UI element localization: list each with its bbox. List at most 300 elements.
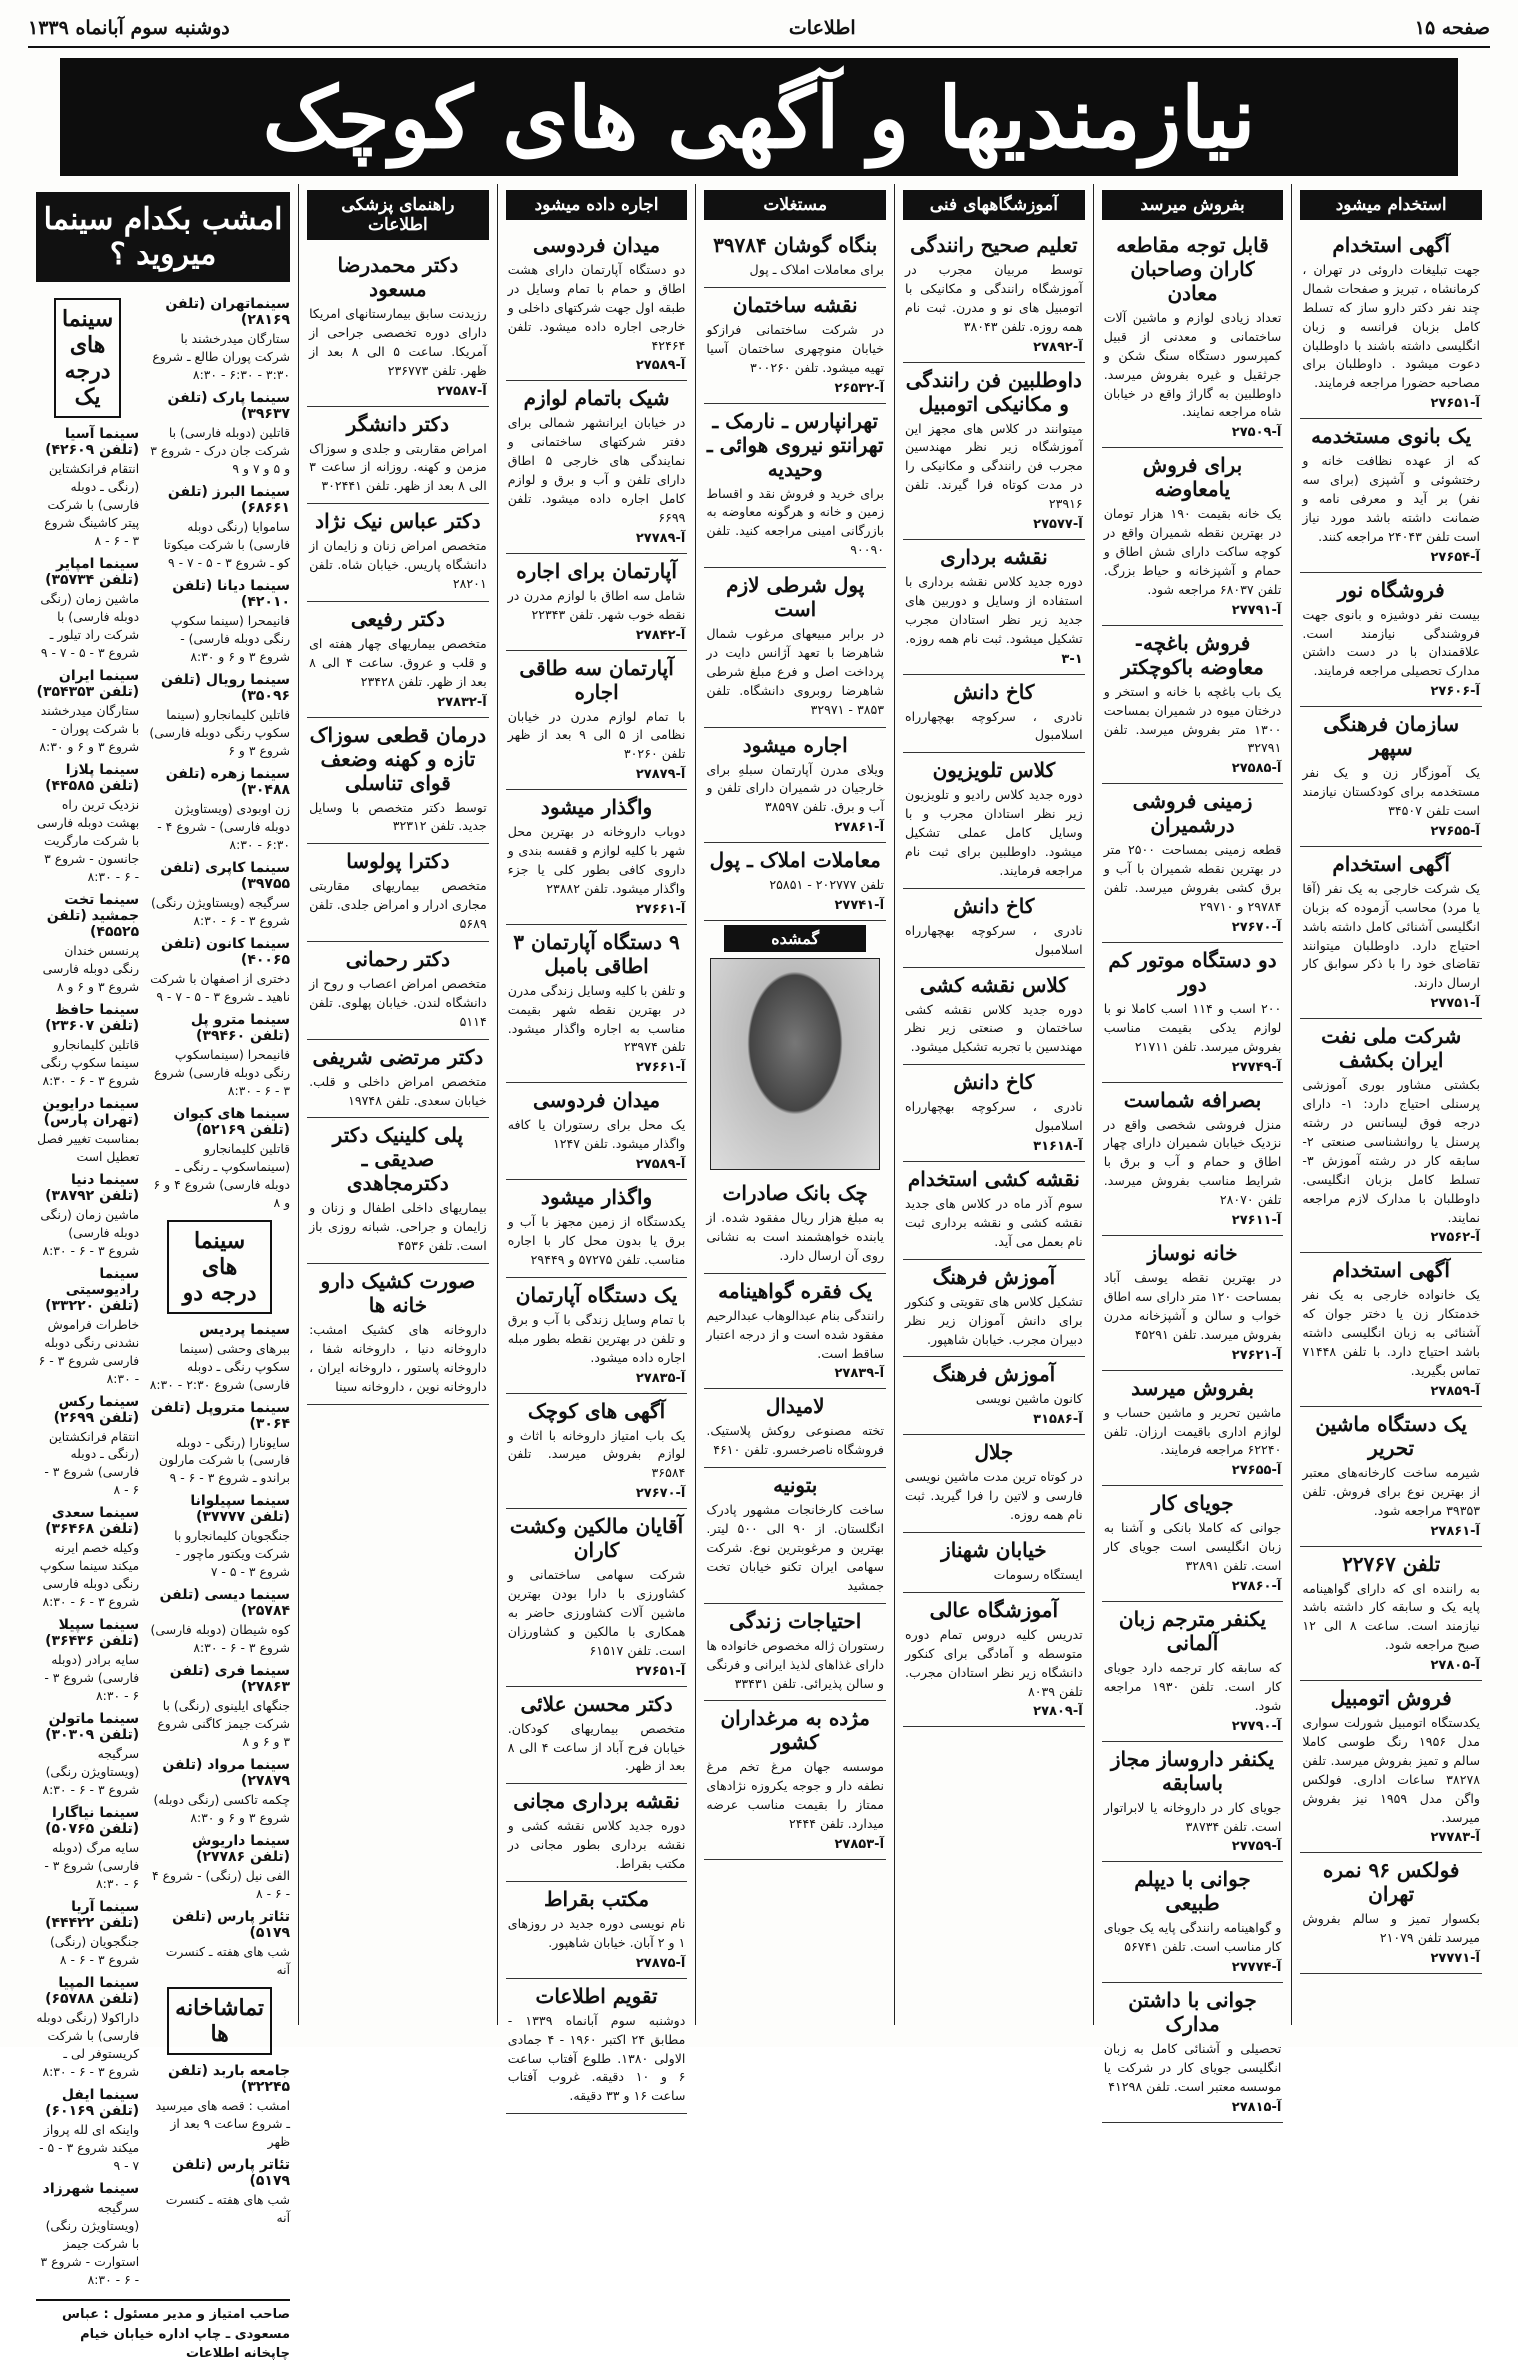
classified-ad (1102, 1486, 1284, 1602)
ad-ref-code: آ-۳۱۵۸۶ (1033, 1412, 1083, 1428)
ad-title: احتیاجات زندگی (729, 1608, 862, 1633)
ad-reference (309, 384, 487, 399)
ad-body: جوانی که کاملا بانکی و آشنا به زبان انگلیسی است جویای کار است. تلفن ۳۲۸۹۱ (1103, 1520, 1282, 1574)
classified-ad (506, 651, 688, 791)
classified-ad (1300, 228, 1482, 419)
cinema-name: سینما داریوش (تلفن ۲۷۷۸۶) (191, 1833, 291, 1866)
cinema-entry (36, 1002, 139, 1090)
ad-body: شرکت سهامی ساختمانی و کشاورزی با دارا بودن بهترین ماشین آلات کشاورزی حاضر به همکاری با مالکین و کشاورزان است. تلفن ۶۱۵۱۷ (507, 1567, 686, 1658)
ad-body: ایستگاه رسومات (993, 1566, 1083, 1582)
ad-ref-code: آ-۲۷۵۰۹ (1231, 425, 1282, 441)
cinema-name: سینما امپایر (تلفن ۳۵۷۳۴) (45, 555, 140, 588)
cinema-entry (36, 1805, 139, 1893)
ad-title: بنگاه گوشان ۳۹۷۸۴ (713, 233, 878, 257)
ad-ref-code: آ-۲۶۵۳۲ (834, 380, 885, 396)
cinema-name: سینما کاپری (تلفن ۳۹۷۵۵) (160, 859, 291, 892)
section-header: آموزشگاههای فنی (903, 190, 1085, 220)
ad-title: یک دستگاه آپارتمان (515, 1282, 678, 1307)
ad-body: دوره جدید کلاس نقشه کشی ساختمان و صنعتی زیر نظر مهندسین با تجربه تشکیل میشود. (905, 1001, 1083, 1055)
ad-ref-code: آ-۲۷۸۳۲ (437, 694, 487, 710)
cinema-entry (149, 1493, 290, 1581)
cinema-list-second (36, 290, 139, 2293)
column-cinemas (28, 184, 298, 2362)
ad-title: دکترا پولوسا (346, 849, 450, 874)
classified-ad (307, 1264, 489, 1405)
ad-body: بیست نفر دوشیزه و بانوی جهت فروشندگی نیازمند است. علاقمندان با در دست داشتن مدارک تحصیلی مراجعه فرمایند. (1302, 606, 1480, 679)
ad-title: فروشگاه نور (1337, 577, 1445, 602)
classified-ad (506, 1394, 688, 1510)
ad-title: کاخ دانش (953, 679, 1035, 704)
ad-title: میدان فردوسی (533, 233, 661, 257)
cinema-entry (149, 860, 290, 930)
classified-ad (1102, 1983, 1284, 2123)
classified-ad (1102, 448, 1284, 625)
ad-reference (1104, 425, 1282, 440)
ad-body: امراض مقاربتی و جلدی و سوزاک مزمن و کهنه. روزانه از ساعت ۳ الی ۸ بعد از ظهر. تلفن ۳۰۲۴۴۱ (309, 440, 487, 494)
ad-ref-code: آ-۲۷۷۷۱ (1430, 1951, 1480, 1967)
ad-ref-code: آ-۲۷۷۴۹ (1231, 1059, 1282, 1075)
ad-ref-code: آ-۲۷۷۵۹ (1231, 1839, 1282, 1855)
ad-title: آگهی های کوچک (527, 1398, 666, 1423)
ad-title: نقشه برداری (940, 545, 1048, 570)
classified-ad (1102, 1862, 1284, 1983)
ad-reference (1302, 1830, 1480, 1845)
ad-body: بکسوار تمیز و سالم بفروش میرسد تلفن ۲۱۰۷۹ (1302, 1911, 1480, 1946)
ad-title: تلفن ۲۲۷۶۷ (1342, 1551, 1441, 1576)
ad-body: شیرمه ساخت کارخانه‌های معتبر از بهترین نوع برای فروش. تلفن ۳۹۳۵۳ مراجعه شود. (1302, 1464, 1480, 1518)
cinema-entry (36, 1505, 139, 1611)
ad-reference (309, 695, 487, 710)
classified-ad (506, 228, 688, 381)
ad-body: تلفن ۲۰۲۷۷۷ - ۲۵۸۵۱ (769, 877, 885, 893)
classified-ad (903, 889, 1085, 968)
cinema-entry (36, 1975, 139, 2081)
cinema-name: سینما کانون (تلفن ۴۰۰۶۵) (161, 935, 291, 968)
ad-body: دوره جدید کلاس نقشه برداری با استفاده از وسایل و دوربین های جدید زیر نظر استادان مجرب تشکیل میشود. ثبت نام همه روزه. (905, 574, 1083, 646)
ad-body: موسسه جهان مرغ تخم مرغ نطفه دار و جوجه یکروزه نژادهای ممتاز را بقیمت مناسب عرضه میدارد. تلفن ۲۴۴۴ (706, 1759, 885, 1832)
cinema-entry (36, 1266, 139, 1388)
classified-ad (704, 1389, 886, 1468)
cinema-entry (36, 426, 139, 550)
cinema-showtime: سرگیجه (ویستاویژن رنگی) شروع ۳ - ۶ - ۸:۳۰ (42, 1746, 140, 1798)
issue-date: دوشنبه سوم آبانماه ۱۳۳۹ (28, 17, 230, 39)
ad-reference (706, 381, 884, 396)
ad-body: منزل فروشی شخصی واقع در نزدیک خیابان شمیران دارای چهار اطاق و حمام و آب و برق با شرایط مناسب بفروش میرسد. تلفن ۲۸۰۷۰ (1103, 1116, 1282, 1208)
ad-body: یک شرکت خارجی به یک نفر (آقا یا مرد) محاسب آزموده که بزبان انگلیسی آشنائی کامل داشته باشد احتیاج دارد. داوطلبان میتوانند تقاضای خود را با ذکر سوابق کار ارسال دارند. (1302, 880, 1480, 991)
cinema-entry (36, 2087, 139, 2175)
cinema-name: سینما سپیلوانا (تلفن ۳۷۷۷۷) (190, 1493, 291, 1526)
cinema-name: تئاتر پارس (تلفن ۵۱۷۹) (172, 2157, 291, 2190)
classified-ad (903, 1435, 1085, 1533)
ad-ref-code: آ-۲۷۶۱۱ (1231, 1213, 1282, 1229)
ad-title: زمینی فروشی درشمیران (1132, 789, 1253, 838)
first-class-label: سینما های درجه یک (54, 298, 121, 418)
classified-ad (307, 844, 489, 942)
ad-title: شیک باتمام لوازم (523, 386, 670, 411)
classified-ad (1102, 1236, 1284, 1371)
ad-reference (1302, 1951, 1480, 1966)
classified-ad (1300, 573, 1482, 708)
ad-body: تحصیلی و آشنائی کامل به زبان انگلیسی جویای کار در شرکت یا موسسه معتبر است. تلفن ۴۱۲۹۸ (1103, 2041, 1282, 2094)
classified-ad (307, 248, 489, 407)
ad-title: یک بانوی مستخدمه (1311, 424, 1472, 449)
ad-ref-code: آ-۲۷۷۹۱ (1231, 602, 1282, 618)
ad-title: یک فقره گواهینامه (718, 1278, 873, 1303)
ad-title: آگهی استخدام (1332, 1258, 1450, 1283)
cinema-entry (149, 1587, 290, 1657)
cinema-name: جامعه باربد (تلفن ۳۲۲۴۵) (167, 2063, 291, 2096)
ad-ref-code: آ-۲۷۸۷۵ (635, 1955, 686, 1971)
ad-ref-code: آ-۲۷۶۵۱ (635, 1663, 686, 1679)
classified-ad (1300, 1407, 1482, 1547)
ad-body: جهت تبلیغات داروئی در تهران ، کرمانشاه ، تبریز و صفحات شمال چند نفر دکتر دارو ساز که تسلط کامل بزبان فرانسه و زبان انگلیسی داشته باشند با داوطلبان دعوت میشود . داوطلبان برای مصاحبه حضورا مراجعه فرمایند. (1302, 262, 1480, 391)
ad-ref-code: آ-۲۷۸۷۹ (635, 767, 686, 783)
cinema-showtime: قاتلین کلیمانجارو سینما سکوپ رنگی شروع ۳ - ۶ - ۸:۳۰ (40, 1036, 140, 1088)
ad-ref-code: آ-۲۷۸۱۵ (1231, 2099, 1282, 2115)
ad-reference (508, 1664, 686, 1679)
ad-body: رانندگی بنام عبدالوهاب عبدالرحیم مفقود شده است و از درجه اعتبار ساقط است. (706, 1307, 885, 1361)
section-header: مستغلات (704, 190, 886, 220)
ad-ref-code: آ-۲۷۸۶۱ (1430, 1523, 1480, 1539)
classified-ad (1300, 1681, 1482, 1853)
ad-ref-code: آ-۲۷۵۷۷ (1033, 517, 1083, 533)
classified-ad (903, 1162, 1085, 1260)
classified-ad (704, 1701, 886, 1860)
ad-body: توسط مربیان مجرب در آموزشگاه رانندگی و مکانیکی با اتومبیل های نو و مدرن. ثبت نام همه روزه. تلفن ۳۸۰۴۳ (905, 262, 1083, 334)
masthead-banner (60, 58, 1458, 176)
ad-body: کانون ماشین نویسی (975, 1391, 1083, 1407)
ad-body: میتوانند در کلاس های مجهز این آموزشگاه زیر نظر مهندسین مجرب فن رانندگی و مکانیکی را در مدت کوتاه فرا گیرند. تلفن ۲۳۹۱۶ (905, 420, 1083, 512)
cinema-name: سینما المپیا (تلفن ۶۵۷۸۸) (45, 1975, 140, 2008)
ad-reference (1104, 1463, 1282, 1478)
cinema-showtime: ستارگان میدرخشند با شرکت پوران طالع ـ شروع ۳:۳۰ - ۶:۳۰ - ۸:۳۰ (152, 331, 291, 382)
ad-reference (905, 340, 1083, 355)
ad-title: دکتر دانشگر (346, 411, 450, 436)
classified-ad (1102, 626, 1284, 785)
paper-name: اطلاعات (788, 17, 856, 39)
ad-title: بصرافه شماست (1123, 1087, 1262, 1112)
section-header: راهنمای پزشکی اطلاعات (307, 190, 489, 240)
ad-ref-code: آ-۲۷۷۴۱ (834, 898, 885, 914)
ad-reference (1104, 1213, 1282, 1228)
ad-body: سوم آذر ماه در کلاس های جدید نقشه کشی و نقشه برداری ثبت نام بعمل می آید. (905, 1196, 1083, 1249)
cinema-showtime: واینکه ای لله پرواز میکند شروع ۳ - ۵ - ۷ - ۹ (39, 2122, 140, 2174)
classified-ad (1102, 784, 1284, 943)
ad-ref-code: آ-۲۷۸۴۲ (635, 627, 686, 643)
ad-ref-code: آ-۲۷۷۷۴ (1231, 1960, 1282, 1976)
ad-reference (1104, 1060, 1282, 1075)
classified-ad (903, 1533, 1085, 1593)
ad-title: خیابان شهناز (941, 1537, 1047, 1562)
ad-body: به راننده ای که دارای گواهینامه پایه یک و سابقه کار داشته باشد نیازمند است. ساعت ۸ الی ۱۲ صبح مراجعه شود. (1302, 1580, 1480, 1653)
ad-body: برای معاملات املاک ـ پول (749, 262, 885, 277)
ad-ref-code: آ-۲۷۶۲۱ (1231, 1347, 1282, 1363)
cinema-name: سینماتهران (تلفن ۲۸۱۶۹) (165, 296, 291, 328)
cinema-entry (36, 1394, 139, 1500)
ad-reference (1302, 1524, 1480, 1539)
ad-ref-code: آ-۲۷۶۵۵ (1231, 1463, 1282, 1479)
ad-title: آپارتمان سه طاقی اجاره (519, 655, 674, 704)
cinema-showtime: ببرهای وحشی (سینما سکوپ رنگی ـ دوبله فارسی) شروع ۲:۳۰ - ۸:۳۰ (149, 1340, 291, 1392)
ad-body: داروخانه های کشیک امشب: داروخانه دنیا ، داروخانه شفا ، داروخانه پاستور ، داروخانه ایران ، داروخانه نوین ، داروخانه سینا (309, 1322, 487, 1394)
ad-body: متخصص بیماریهای مقاربتی مجاری ادرار و امراض جلدی. تلفن ۵۶۸۹ (309, 878, 487, 932)
classified-ad (307, 1040, 489, 1119)
ad-reference (905, 1412, 1083, 1427)
ad-ref-code: آ-۲۷۶۵۴ (1430, 549, 1480, 565)
ad-ref-code: آ-۲۷۶۶۱ (635, 1060, 686, 1076)
ad-body: با تمام لوازم مدرن در خیابان نظامی از ۵ الی ۹ بعد از ظهر تلفن ۳۰۲۶۰ (507, 708, 686, 762)
classified-ad (1300, 1547, 1482, 1682)
cinema-showtime: فانیمحرا (سینما سکوپ رنگی دوبله فارسی) - شروع ۳ و ۶ و ۸:۳۰ (170, 612, 291, 664)
ad-body: دوباب داروخانه در بهترین محل شهر با کلیه لوازم و قفسه بندی و داروی کافی بطور کلی یا جزء واگذار میشود. تلفن ۲۳۸۸۲ (507, 824, 686, 896)
cinema-name: سینما های کیوان (تلفن ۵۲۱۶۹) (173, 1105, 291, 1138)
ad-body: متخصص بیماریهای کودکان. خیابان فرح آباد از ساعت ۴ الی ۸ بعد از ظهر. (507, 1720, 686, 1774)
ad-body: که از عهده نظافت خانه و رختشوئی و آشپزی (برای سه نفر) بر آید و معرفی نامه و ضمانت داشته باشد مورد نیاز است تلفن ۲۴۰۴۳ مراجعه کنند. (1302, 453, 1480, 544)
cinema-entry (149, 296, 290, 384)
ad-title: کاخ دانش (953, 893, 1035, 918)
ad-title: سازمان فرهنگی سپهر (1323, 712, 1460, 761)
ad-body: در خیابان ایرانشهر شمالی برای دفتر شرکتهای ساختمانی و نمایندگی های خارجی ۵ اطاق دارای تلفن و آب و برق و لوازم کامل اجاره داده میشود. تلفن ۶۶۹۹ (507, 415, 686, 525)
classified-ad (903, 1260, 1085, 1358)
ad-title: دکتر محمدرضا مسعود (337, 253, 459, 301)
ad-ref-code: آ-۲۷۵۸۹ (635, 358, 686, 374)
ad-title: یکنفر داروساز مجاز باسابقه (1110, 1746, 1275, 1795)
cinema-entry (149, 1400, 290, 1488)
cinema-entry (149, 672, 290, 760)
cinema-name: سینما درایوین (تهران پارس) (42, 1095, 140, 1128)
ad-title: آگهی استخدام (1332, 851, 1450, 876)
classified-ad (704, 228, 886, 288)
ad-reference (905, 1139, 1083, 1154)
ad-title: اجاره میشود (742, 732, 848, 757)
ad-reference (1104, 1719, 1282, 1734)
cinema-showtime: شب های هفته ـ کنسرت آنه (165, 1944, 291, 1978)
cinema-name: سینما ماتولن (تلفن ۳۰۳۰۹) (45, 1711, 140, 1744)
ad-reference (905, 1704, 1083, 1719)
cinema-entry (149, 1663, 290, 1751)
theaters-label: تماشاخانه ها (167, 1987, 272, 2055)
cinema-name: سینما دنیا (تلفن ۳۸۷۹۲) (45, 1171, 140, 1204)
ad-body: نام نویسی دوره جدید در روزهای ۱ و ۲ آبان. خیابان شاهپور. (507, 1915, 686, 1950)
ad-ref-code: آ-۲۷۸۵۹ (1430, 1383, 1480, 1399)
ad-ref-code: آ-۲۷۸۶۰ (1231, 1578, 1282, 1594)
ad-ref-code: آ-۳۱۶۱۸ (1033, 1139, 1083, 1155)
ad-reference (1302, 824, 1480, 839)
ad-ref-code: آ-۲۷۶۷۰ (635, 1486, 686, 1502)
ad-reference (706, 820, 884, 835)
ad-title: دکتر محسن علائی (520, 1691, 673, 1716)
ad-title: تقویم اطلاعات (535, 1983, 658, 2008)
ad-title: یکنفر مترجم زبان آلمانی (1118, 1606, 1267, 1655)
classified-ad (903, 675, 1085, 754)
cinema-entry (149, 1909, 290, 1979)
ad-title: شرکت ملی نفت ایران بکشف (1321, 1024, 1462, 1073)
cinema-name: تئاتر پارس (تلفن ۵۱۷۹) (172, 1909, 291, 1942)
cinema-entry (36, 762, 139, 886)
ad-body: جویای کار در داروخانه یا لابراتوار است. تلفن ۳۸۷۳۴ (1103, 1799, 1282, 1834)
classified-ad (903, 1593, 1085, 1728)
cinema-name: سینما فری (تلفن ۲۷۸۶۳) (169, 1663, 291, 1696)
classified-ad (903, 1065, 1085, 1162)
ad-ref-code: آ-۲۷۶۵۱ (1430, 396, 1480, 412)
ad-body: متخصص امراض زنان و زایمان از دانشگاه پاریس. خیابان شاه. تلفن ۲۸۲۰۱ (309, 538, 487, 592)
ad-body: نادری ، سرکوچه بهچهارراه اسلامبول (905, 1099, 1083, 1134)
ad-reference (905, 517, 1083, 532)
cinema-showtime: دختری از اصفهان با شرکت ناهید ـ شروع ۳ - ۵ - ۷ - ۹ (150, 970, 291, 1004)
classified-ad (704, 1274, 886, 1390)
ad-title: لامیدال (765, 1394, 825, 1419)
ad-reference (1104, 603, 1282, 618)
ad-ref-code: آ-۲۷۷۵۱ (1430, 996, 1480, 1012)
classified-ad (506, 1979, 688, 2114)
ad-body: دوشنبه سوم آبانماه ۱۳۳۹ - مطابق ۲۴ اکتبر ۱۹۶۰ - ۴ جمادی الاولی ۱۳۸۰. طلوع آفتاب ساعت ۶ و ۱۰ دقیقه. غروب آفتاب ساعت ۱۶ و ۳۳ دقیقه. (507, 2012, 686, 2104)
ad-title: قابل توجه مقاطعه کاران وصاحبان معادن (1116, 233, 1269, 305)
ad-title: خانه نوساز (1147, 1241, 1238, 1266)
ad-title: بفروش میرسد (1131, 1375, 1254, 1400)
cinema-name: سینما دیسی (تلفن ۲۵۷۸۴) (159, 1587, 291, 1620)
ad-reference (508, 1157, 686, 1172)
cinema-name: سینما رادیوسیتی (تلفن ۳۳۲۲۰) (45, 1265, 140, 1314)
ad-title: نقشه ساختمان (732, 292, 858, 317)
ad-reference (1302, 1384, 1480, 1399)
ad-body: قطعه زمینی بمساحت ۲۵۰۰ متر در بهترین نقطه شمیران با آب و برق کشی بفروش میرسد. تلفن ۲۹۷۸۴ و ۲۹۷۱۰ (1103, 842, 1282, 915)
classified-ad (1102, 1602, 1284, 1742)
ad-body: یک خانواده خارجی به یک نفر خدمتکار زن یا دختر جوان که آشنائی به زبان انگلیسی داشته باشد احتیاج دارد. با تلفن ۷۱۴۴۸ تماس بگیرید. (1302, 1287, 1480, 1378)
cinema-showtime: ساموایا (رنگی دوبله فارسی) با شرکت میکوتا کو ـ شروع ۳ - ۵ - ۷ - ۹ (163, 518, 291, 570)
cinema-name: سینما شهرزاد (42, 2181, 140, 2198)
ad-title: تهرانپارس ـ نارمک ـ تهرانتو نیروی هوائی ـ وحیدیه (706, 408, 884, 481)
cinema-name: سینما آسیا (تلفن ۴۲۶۰۹) (45, 426, 140, 458)
cinema-name: سینما پردیس (199, 1321, 291, 1338)
ad-body: یک باب باغچه با خانه و استخر و درختان میوه در شمیران بمساحت ۱۳۰۰ متر بفروش میرسد. تلفن ۳۲۷۹۱ (1103, 683, 1282, 756)
classified-ad (704, 728, 886, 844)
ad-body: ویلای مدرن آپارتمان سبلهِ برای خارجیان در شمیران دارای تلفن و آب و برق. تلفن ۳۸۵۹۷ (706, 761, 885, 815)
ad-title: مژده به مرغداران کشور (720, 1706, 870, 1755)
cinema-showtime: ستارگان میدرخشند با شرکت پوران - شروع ۳ و ۶ و ۸:۳۰ (39, 702, 140, 754)
ad-reference (1104, 920, 1282, 935)
ad-ref-code: آ-۲۷۶۶۱ (635, 901, 686, 917)
ad-body: که سابقه کار ترجمه دارد جویای کار است. تلفن ۱۹۳۰ مراجعه شود. (1103, 1659, 1282, 1713)
ad-body: و گواهینامه رانندگی پایه یک جویای کار مناسب است. تلفن ۵۶۷۴۱ (1103, 1920, 1282, 1955)
ad-ref-code: آ-۲۷۸۰۵ (1430, 1658, 1480, 1674)
cinema-name: سینما نیاگارا (تلفن ۵۰۷۶۵) (45, 1805, 140, 1838)
ad-body: در کوتاه ترین مدت ماشین نویسی فارسی و لاتین را فرا گیرید. ثبت نام همه روزه. (905, 1469, 1083, 1523)
cinema-showtime: قاتلین کلیمانجارو (سینماسکوپ ـ رنگی ـ دوبله فارسی) شروع ۴ و ۶ و ۸ (153, 1140, 291, 1210)
classified-ad (506, 925, 688, 1084)
ad-title: درمان قطعی سوزاک تازه و کهنه وضعف قوای تناسلی (309, 722, 487, 795)
cinema-showtime: جنگجویان کلیمانجارو با شرکت ویکتور ماچور - شروع ۳ - ۵ - ۷ (174, 1528, 291, 1580)
cinema-showtime: بمناسبت تغییر فصل تعطیل است (37, 1130, 140, 1164)
ad-title: ۹ دستگاه آپارتمان ۳ اطاقی بامبل (513, 929, 680, 978)
ad-title: تعلیم صحیح رانندگی (910, 233, 1078, 257)
classified-ad (506, 1687, 688, 1785)
ad-title: فروش اتومبیل (1330, 1686, 1452, 1711)
cinema-showtime: نزدیک ترین راه بهشت دوبله فارسی با شرکت مارگریت جانسون - شروع ۳ - ۶ - ۸:۳۰ (36, 796, 140, 884)
ad-title: صورت کشیک دارو خانه ها (320, 1269, 476, 1318)
cinema-entry (149, 766, 290, 854)
cinema-showtime: زن اوبودی (ویستاویژن دوبله فارسی) - شروع ۴ - ۶:۳۰ - ۸:۳۰ (157, 800, 291, 852)
cinema-name: سینما سعدی (تلفن ۳۶۴۶۸) (45, 1505, 140, 1538)
classified-ad (506, 554, 688, 651)
ad-title: کاخ دانش (953, 1070, 1035, 1095)
ad-title: یک دستگاه ماشین تحریر (1315, 1411, 1467, 1460)
ad-reference (706, 1366, 884, 1381)
cinema-entry (149, 1322, 290, 1394)
cinema-entry (149, 390, 290, 478)
cinema-showtime: سرگیجه (ویستاویژن رنگی) شروع ۳ - ۶ - ۸:۳۰ (151, 894, 291, 928)
ad-title: آموزش فرهنگ (932, 1362, 1056, 1387)
header-rule (28, 46, 1490, 48)
ad-body: و تلفن با کلیه وسایل زندگی مدرن در بهترین نقطه شهر بقیمت مناسب به اجاره واگذار میشود. تلفن ۲۳۹۷۴ (507, 982, 686, 1055)
column-medical (298, 184, 497, 2025)
ad-title: میدان فردوسی (533, 1088, 661, 1113)
ad-reference (1104, 761, 1282, 776)
second-class-label: سینما های درجه دو (167, 1220, 272, 1314)
classified-ad (1300, 419, 1482, 572)
ad-ref-code: آ-۲۷۸۳۹ (834, 1366, 885, 1382)
column-employment (1291, 184, 1490, 2025)
ad-reference (706, 898, 884, 913)
cinema-entry (149, 936, 290, 1006)
ad-ref-code: آ-۲۷۸۳۵ (635, 1370, 686, 1386)
cinema-showtime: شب های هفته ـ کنسرت آنه (165, 2192, 291, 2226)
classified-ad (1300, 1253, 1482, 1406)
ad-body: تعداد زیادی لوازم و ماشین آلات ساختمانی و معدنی از قبیل کمپرسور دستگاه سنگ شکن و جرثقیل و غیره بفروش میرسد. داوطلبین به گاراژ واقع در خیابان شاه مراجعه نمایند. (1103, 310, 1282, 420)
cinema-showtime: سایه مرگ (دوبله فارسی) شروع ۳ - ۶ - ۸:۳۰ (44, 1840, 140, 1892)
ad-ref-code: آ-۲۷۸۵۳ (834, 1836, 885, 1852)
ad-title: جوانی با داشتن مدارک (1128, 1988, 1257, 2037)
cinema-name: سینما دیانا (تلفن ۴۲۰۱۰) (172, 577, 291, 610)
cinema-entry (149, 1757, 290, 1827)
cinema-showtime: سرگیجه (ویستاویژن رنگی) با شرکت جیمز استوارت - شروع ۳ - ۶ - ۸:۳۰ (40, 2200, 140, 2288)
section-header: بفروش میرسد (1102, 190, 1284, 220)
ad-body: دوره جدید کلاس نقشه کشی و نقشه برداری بطور مجانی در مکتب بقراط. (507, 1818, 686, 1872)
classified-ad (704, 404, 886, 569)
cinema-showtime: الفی نیل (رنگی) - شروع ۴ - ۶ - ۸ (151, 1868, 291, 1902)
ad-body: تخته مصنوعی روکش پلاستیک. فروشگاه ناصرخسرو. تلفن ۴۶۱۰ (706, 1423, 885, 1458)
ad-body: رستوران ژاله مخصوص خانواده ها دارای غذاهای لذیذ ایرانی و فرنگی و سالن پذیرائی. تلفن ۳۳۴۳۱ (706, 1637, 885, 1691)
cinema-entry (36, 1096, 139, 1166)
classified-ad (903, 1357, 1085, 1435)
ad-title: پول شرطی لازم است (726, 573, 865, 622)
ad-body: متخصص بیماریهای چهار هفته ای و قلب و عروق. ساعت ۴ الی ۸ بعد از ظهر. تلفن ۲۳۴۲۸ (309, 635, 487, 689)
ad-reference (1104, 1960, 1282, 1975)
classified-ad (1102, 1083, 1284, 1236)
ad-reference (1104, 1348, 1282, 1363)
columns (28, 184, 1490, 2362)
cinema-entry (149, 1012, 290, 1100)
ad-title: بتونیه (773, 1473, 818, 1498)
ad-body: برای خرید و فروش نقد و اقساط زمین و خانه و هرگونه معاوضه به بازرگانی امینی مراجعه کنید. تلفن ۹۰۰۹۰ (706, 485, 885, 558)
ad-ref-code: آ-۲۷۸۹۲ (1033, 339, 1083, 355)
classified-ad (506, 1882, 688, 1979)
ad-body: بیماریهای داخلی اطفال و زنان و زایمان و جراحی. شبانه روزی باز است. تلفن ۴۵۳۶ (309, 1200, 487, 1254)
ad-title: واگذار میشود (540, 1185, 653, 1210)
cinema-showtime: داراکولا (رنگی دوبله فارسی) با شرکت کریستوفر لی ـ شروع ۳ - ۶ - ۸:۳۰ (36, 2010, 140, 2080)
section-header: استخدام میشود (1300, 190, 1482, 220)
classified-ad (1102, 1742, 1284, 1863)
classified-ad (1102, 228, 1284, 448)
ad-title: آموزش فرهنگ (932, 1264, 1056, 1289)
cinema-entry (149, 484, 290, 572)
ad-ref-code: آ-۲۷۷۹۰ (1231, 1718, 1282, 1734)
ad-body: در بهترین نقطه یوسف آباد بمساحت ۱۲۰ متر دارای سه اطاق خواب و سالن و آشپزخانه مدرن بفروش میرسد. تلفن ۴۵۲۹۱ (1103, 1270, 1282, 1342)
classified-ad (704, 1604, 886, 1702)
ad-title: جویای کار (1151, 1491, 1234, 1516)
cinema-showtime: سایونارا (رنگی - دوبله فارسی) با شرکت مارلون براندو ـ شروع ۳ - ۶ - ۹ (158, 1434, 291, 1486)
classified-ad (1300, 847, 1482, 1019)
classified-ad (704, 843, 886, 921)
